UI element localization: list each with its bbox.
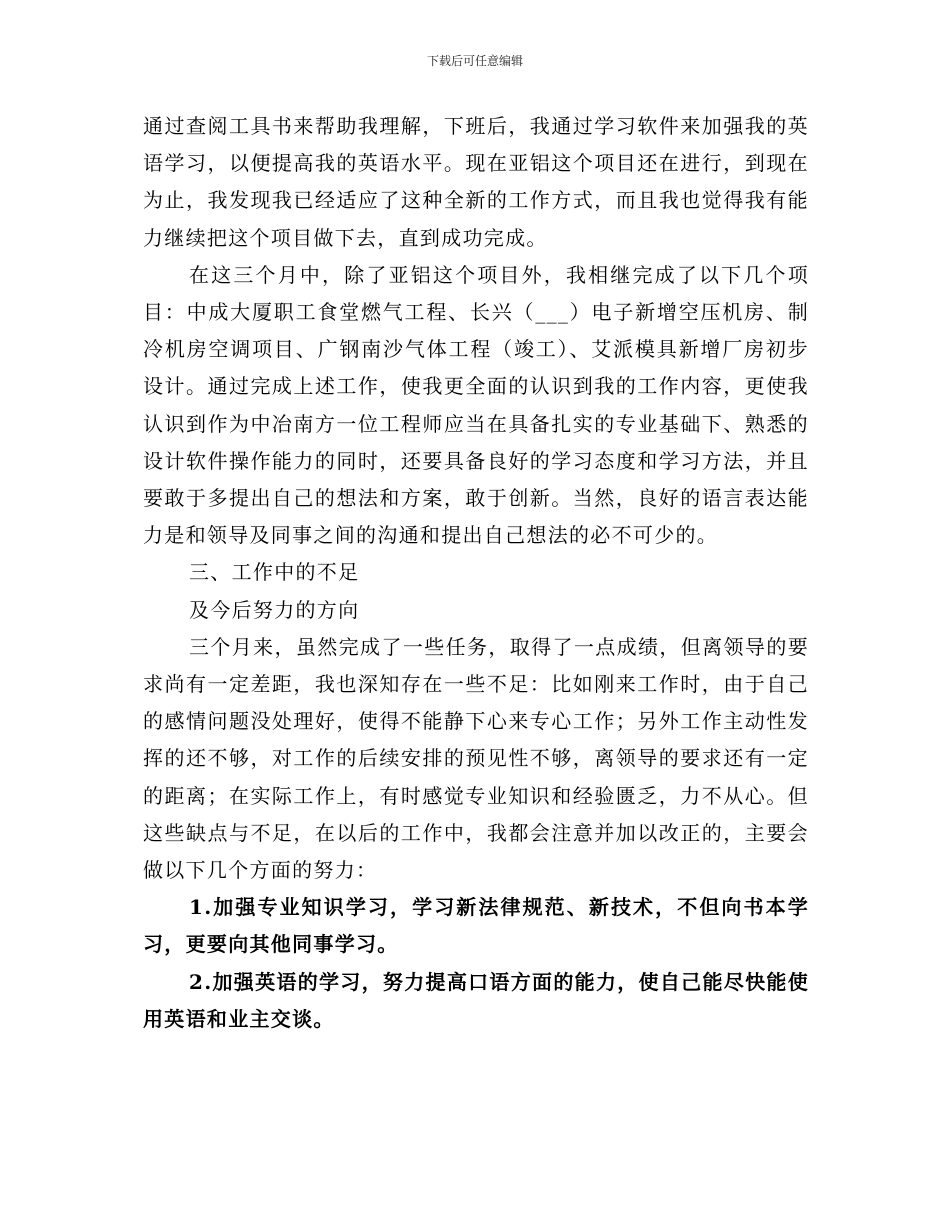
paragraph-shortcomings: 三个月来，虽然完成了一些任务，取得了一点成绩，但离领导的要求尚有一定差距，我也深知存在一些不足：比如刚来工作时，由于自己的感情问题没处理好，使得不能静下心来专心工作；另外工作主动性发挥的还不够，对工作的后续安排的预见性不够，离领导的要求还有一定的距离；在实际工作上，有时感觉专业知识和经验匮乏，力不从心。但这些缺点与不足，在以后的工作中，我都会注意并加以改正的，主要会做以下几个方面的努力： — [143, 634, 809, 883]
paragraph-english-study: 通过查阅工具书来帮助我理解，下班后，我通过学习软件来加强我的英语学习，以便提高我的英语水平。现在亚铝这个项目还在进行，到现在为止，我发现我已经适应了这种全新的工作方式，而且我也觉得我有能力继续把这个项目做下去，直到成功完成。 — [143, 114, 809, 250]
section-title: 三、工作中的不足 — [189, 560, 360, 585]
list-item-professional-study: 1.加强专业知识学习，学习新法律规范、新技术，不但向书本学习，更要向其他同事学习。 — [143, 895, 809, 957]
list-item-english-study: 2.加强英语的学习，努力提高口语方面的能力，使自己能尽快能使用英语和业主交谈。 — [143, 969, 809, 1031]
page-header: 下载后可任意编辑 — [426, 54, 523, 68]
document-body — [143, 108, 809, 1038]
paragraph-completed-projects: 在这三个月中，除了亚铝这个项目外，我相继完成了以下几个项目：中成大厦职工食堂燃气工程、长兴（___）电子新增空压机房、制冷机房空调项目、广钢南沙气体工程（竣工）、艾派模具新增厂房初步设计。通过完成上述工作，使我更全面的认识到我的工作内容，更使我认识到作为中冶南方一位工程师应当在具备扎实的专业基础下、熟悉的设计软件操作能力的同时，还要具备良好的学习态度和学习方法，并且要敢于多提出自己的想法和方案，敢于创新。当然，良好的语言表达能力是和领导及同事之间的沟通和提出自己想法的必不可少的。 — [143, 262, 809, 548]
section-subtitle: 及今后努力的方向 — [189, 597, 360, 622]
